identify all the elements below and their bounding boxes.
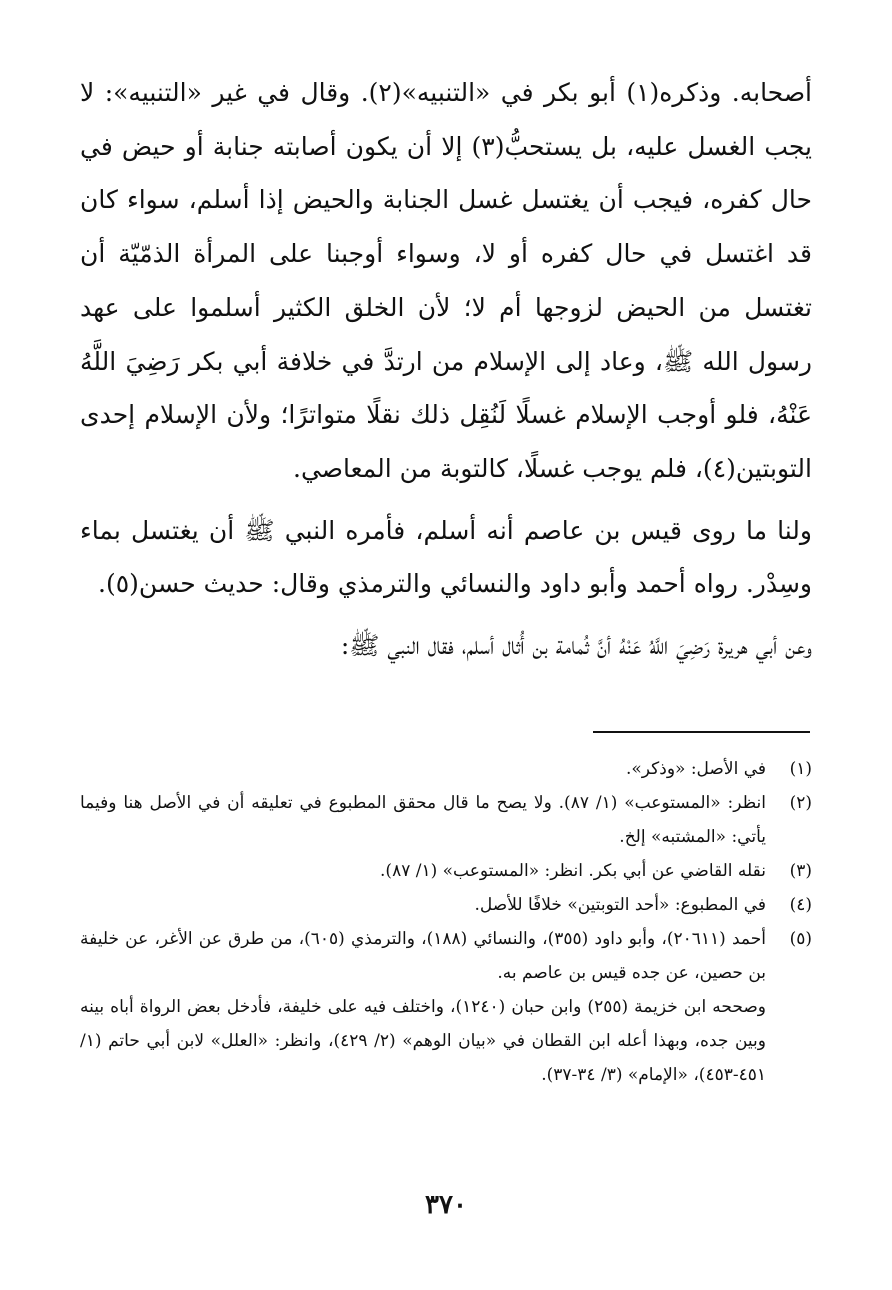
footnote-1: [80, 752, 812, 786]
footnote-number: (٥): [789, 929, 812, 949]
footnote-text: انظر: «المستوعب» (١/ ٨٧). ولا يصح ما قال محقق المطبوع في تعليقه أن في الأصل هنا وفيما يأتي: «المشتبه» إلخ.: [80, 793, 766, 847]
paragraph-3: وعن أبي هريرة رَضِيَ اللَّهُ عَنْهُ أنَّ ثُمامة بن أُثال أسلم، فقال النبي ﷺ:: [340, 631, 812, 661]
footnote-text: في المطبوع: «أحد التوبتين» خلافًا للأصل.: [474, 895, 766, 915]
footnote-continuation: وصححه ابن خزيمة (٢٥٥) وابن حبان (١٢٤٠)، واختلف فيه على خليفة، فأدخل بعض الرواة أباه بينه وبين جده، وبهذا أعله ابن القطان في «بيان الوهم» (٢/ ٤٢٩)، وانظر: «العلل» لابن أبي حاتم (١/ ٤٥١-٤٥٣)، «الإمام» (٣/ ٣٤-٣٧).: [80, 997, 766, 1085]
footnotes: [80, 752, 812, 1092]
footnote-text: نقله القاضي عن أبي بكر. انظر: «المستوعب» (١/ ٨٧).: [380, 861, 766, 881]
footnote-text: في الأصل: «وذكر».: [625, 759, 766, 779]
paragraph-2: ولنا ما روى قيس بن عاصم أنه أسلم، فأمره النبي ﷺ أن يغتسل بماء وسِدْر. رواه أحمد وأبو داود والنسائي والترمذي وقال: حديث حسن(٥).: [80, 515, 812, 599]
footnote-number: (١): [789, 759, 812, 779]
footnote-number: (٤): [789, 895, 812, 915]
page-number: ٣٧٠: [425, 1190, 467, 1220]
footnote-separator: [593, 731, 810, 733]
footnote-5: [80, 922, 812, 1092]
footnote-number: (٣): [789, 861, 812, 881]
main-text: [80, 66, 812, 673]
paragraph-1: أصحابه. وذكره(١) أبو بكر في «التنبيه»(٢). وقال في غير «التنبيه»: لا يجب الغسل عليه، بل يستحبُّ(٣) إلا أن يكون أصابته جنابة أو حيض في حال كفره، فيجب أن يغتسل غسل الجنابة والحيض إذا أسلم، سواء كان قد اغتسل في حال كفره أو لا، وسواء أوجبنا على المرأة الذمّيّة أن تغتسل من الحيض لزوجها أم لا؛ لأن الخلق الكثير أسلموا على عهد رسول الله ﷺ، وعاد إلى الإسلام من ارتدَّ في خلافة أبي بكر رَضِيَ اللَّهُ عَنْهُ، فلو أوجب الإسلام غسلًا لَنُقِل ذلك نقلًا متواترًا؛ ولأن الإسلام إحدى التوبتين(٤)، فلم يوجب غسلًا، كالتوبة من المعاصي.: [80, 78, 812, 483]
footnote-number: (٢): [789, 793, 812, 813]
footnote-3: [80, 854, 812, 888]
footnote-4: [80, 888, 812, 922]
footnote-text: أحمد (٢٠٦١١)، وأبو داود (٣٥٥)، والنسائي (١٨٨)، والترمذي (٦٠٥)، من طرق عن الأغر، عن خليفة بن حصين، عن جده قيس بن عاصم به.: [80, 929, 766, 983]
footnote-2: [80, 786, 812, 854]
